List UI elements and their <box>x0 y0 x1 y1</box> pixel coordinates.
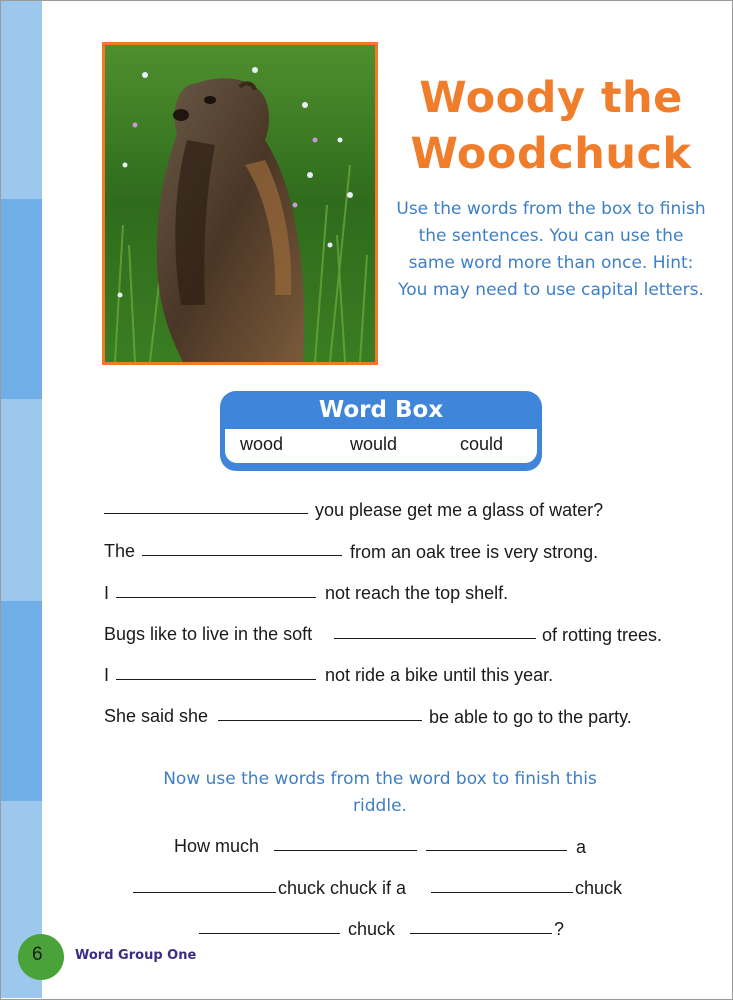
answer-blank[interactable] <box>104 513 308 514</box>
answer-blank[interactable] <box>334 638 536 639</box>
riddle-blank[interactable] <box>274 850 417 851</box>
riddle-blank[interactable] <box>426 850 567 851</box>
riddle-text: How much <box>174 836 260 856</box>
riddle-blank[interactable] <box>133 892 276 893</box>
page-title: Woody the Woodchuck <box>410 73 692 179</box>
word-box <box>220 391 542 471</box>
page-number: 6 <box>32 944 43 965</box>
sentence-text: I <box>104 583 110 603</box>
side-color-strip <box>1 1 42 998</box>
answer-blank[interactable] <box>218 720 422 721</box>
riddle-instructions: Now use the words from the word box to finish this riddle. <box>163 769 597 816</box>
answer-blank[interactable] <box>116 597 316 598</box>
word-box-title: Word Box <box>318 397 444 423</box>
side-strip-block <box>1 199 42 399</box>
riddle-blank[interactable] <box>199 933 340 934</box>
riddle-text: chuck <box>348 919 396 939</box>
sentence-text: from an oak tree is very strong. <box>350 542 599 562</box>
answer-blank[interactable] <box>142 555 342 556</box>
riddle-text: chuck chuck if a <box>278 878 407 898</box>
sentence-text: be able to go to the party. <box>429 707 632 727</box>
sentence-text: you please get me a glass of water? <box>315 500 604 520</box>
word-box-word: could <box>460 434 504 454</box>
sentence-text: The <box>104 541 136 561</box>
sentence-text: She said she <box>104 706 209 726</box>
word-box-word: wood <box>240 434 284 454</box>
sentence-text: not reach the top shelf. <box>325 583 509 603</box>
riddle-text: chuck <box>575 878 623 898</box>
sentence-text: Bugs like to live in the soft <box>104 624 313 644</box>
section-label: Word Group One <box>75 948 197 963</box>
instructions-text: Use the words from the box to finish the sentences. You can use the same word more than once. Hint: You may need to use capital letters. <box>396 199 706 300</box>
sentence-text: of rotting trees. <box>542 625 663 645</box>
woodchuck-photo <box>102 42 378 365</box>
riddle-blank[interactable] <box>431 892 573 893</box>
riddle-text: a <box>576 837 587 857</box>
woodchuck-illustration <box>105 45 375 362</box>
riddle-blank[interactable] <box>410 933 552 934</box>
word-box-word: would <box>350 434 398 454</box>
word-box-list <box>225 429 537 463</box>
side-strip-block <box>1 601 42 801</box>
riddle-text: ? <box>554 919 565 939</box>
sentence-text: I <box>104 665 110 685</box>
answer-blank[interactable] <box>116 679 316 680</box>
sentence-text: not ride a bike until this year. <box>325 665 554 685</box>
